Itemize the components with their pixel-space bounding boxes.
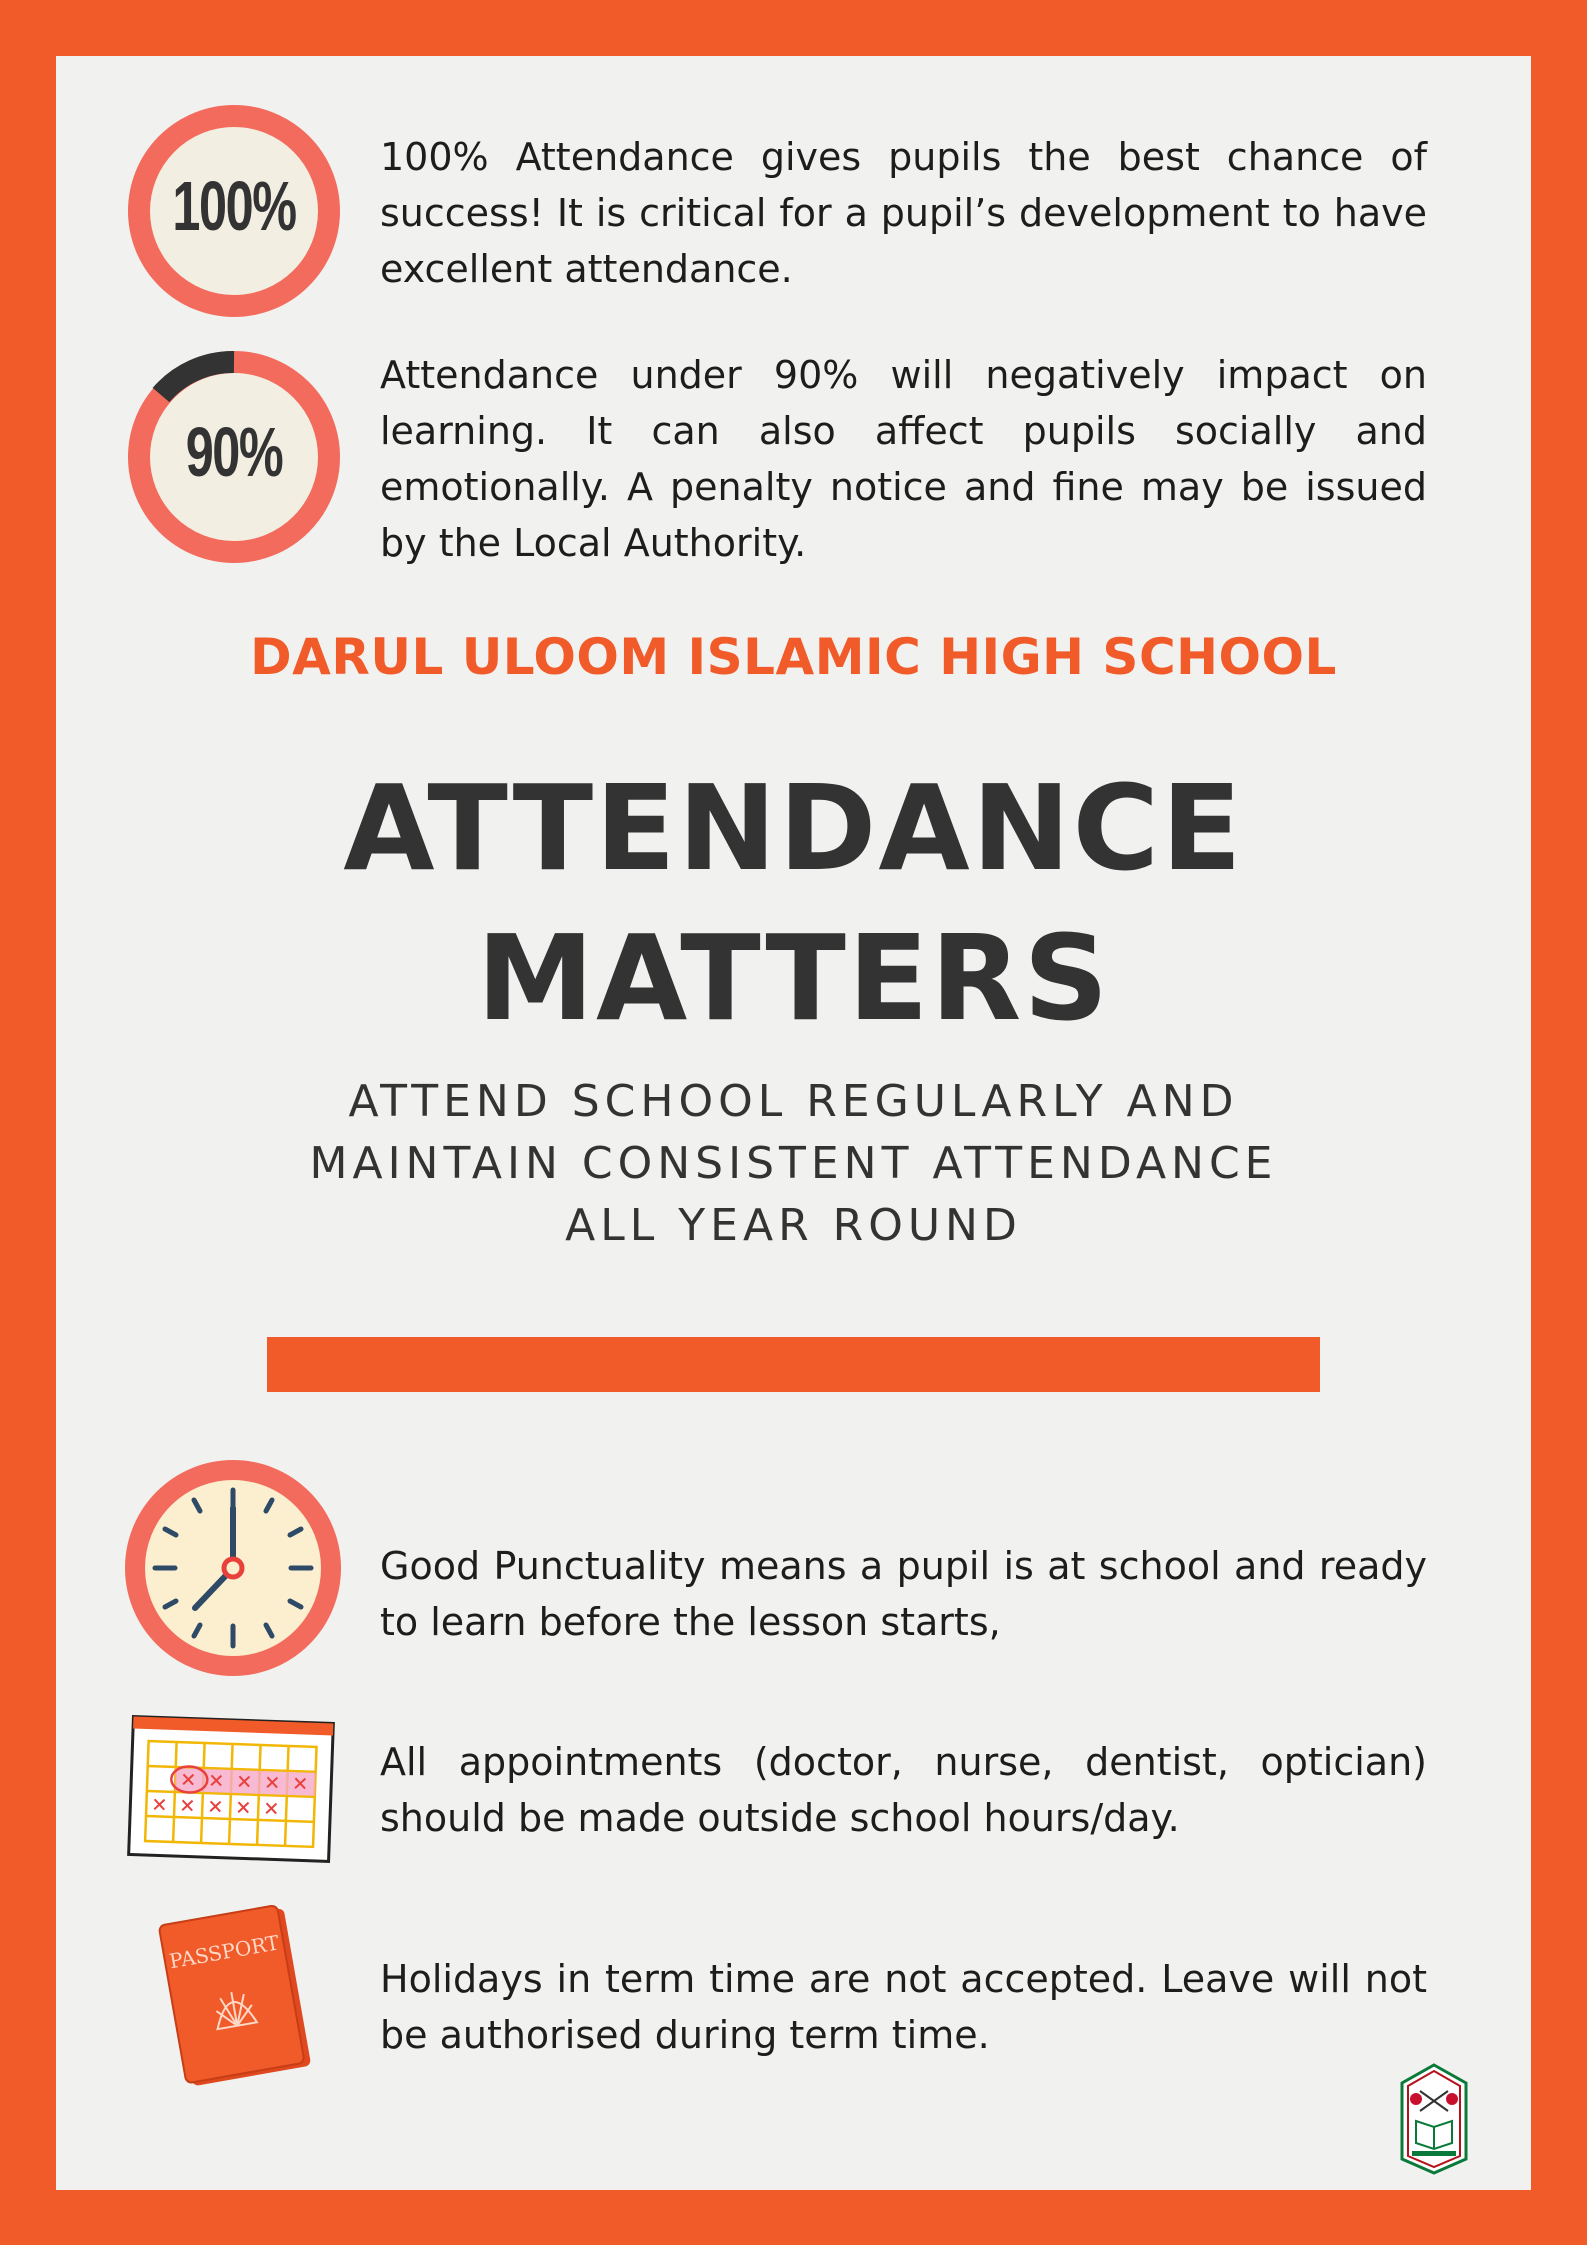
school-crest-logo	[1398, 2061, 1470, 2176]
clock-icon	[123, 1458, 343, 1678]
paragraph-holidays: Holidays in term time are not accepted. Leave will not be authorised during term time.	[380, 1957, 1427, 2057]
orange-divider	[267, 1337, 1320, 1392]
paragraph-appointments: All appointments (doctor, nurse, dentist, optician) should be made outside school hours/day.	[380, 1740, 1427, 1840]
badge-100-icon	[123, 100, 345, 322]
badge-90-label: 90%	[185, 413, 283, 491]
calendar-icon	[123, 1712, 341, 1867]
subheading-line-2: MAINTAIN CONSISTENT ATTENDANCE	[309, 1138, 1278, 1189]
subheading	[56, 1071, 1531, 1257]
subheading-line-3: ALL YEAR ROUND	[565, 1200, 1022, 1251]
badge-90-icon	[123, 346, 345, 568]
badge-100-label: 100%	[172, 167, 296, 245]
paragraph-punctuality: Good Punctuality means a pupil is at school and ready to learn before the lesson starts,	[380, 1544, 1427, 1644]
headline-line-2: MATTERS	[476, 909, 1111, 1047]
subheading-line-1: ATTEND SCHOOL REGULARLY AND	[348, 1076, 1239, 1127]
school-name: DARUL ULOOM ISLAMIC HIGH SCHOOL	[250, 628, 1337, 686]
paragraph-under-90: Attendance under 90% will negatively impact on learning. It can also affect pupils socially and emotionally. A penalty notice and fine may be issued by the Local Authority.	[380, 353, 1427, 565]
passport-label: PASSPORT	[167, 1930, 281, 1974]
poster	[56, 56, 1531, 2190]
headline-line-1: ATTENDANCE	[343, 759, 1244, 897]
paragraph-full-attendance: 100% Attendance gives pupils the best chance of success! It is critical for a pupil’s development to have excellent attendance.	[380, 135, 1427, 291]
passport-icon	[146, 1896, 321, 2096]
